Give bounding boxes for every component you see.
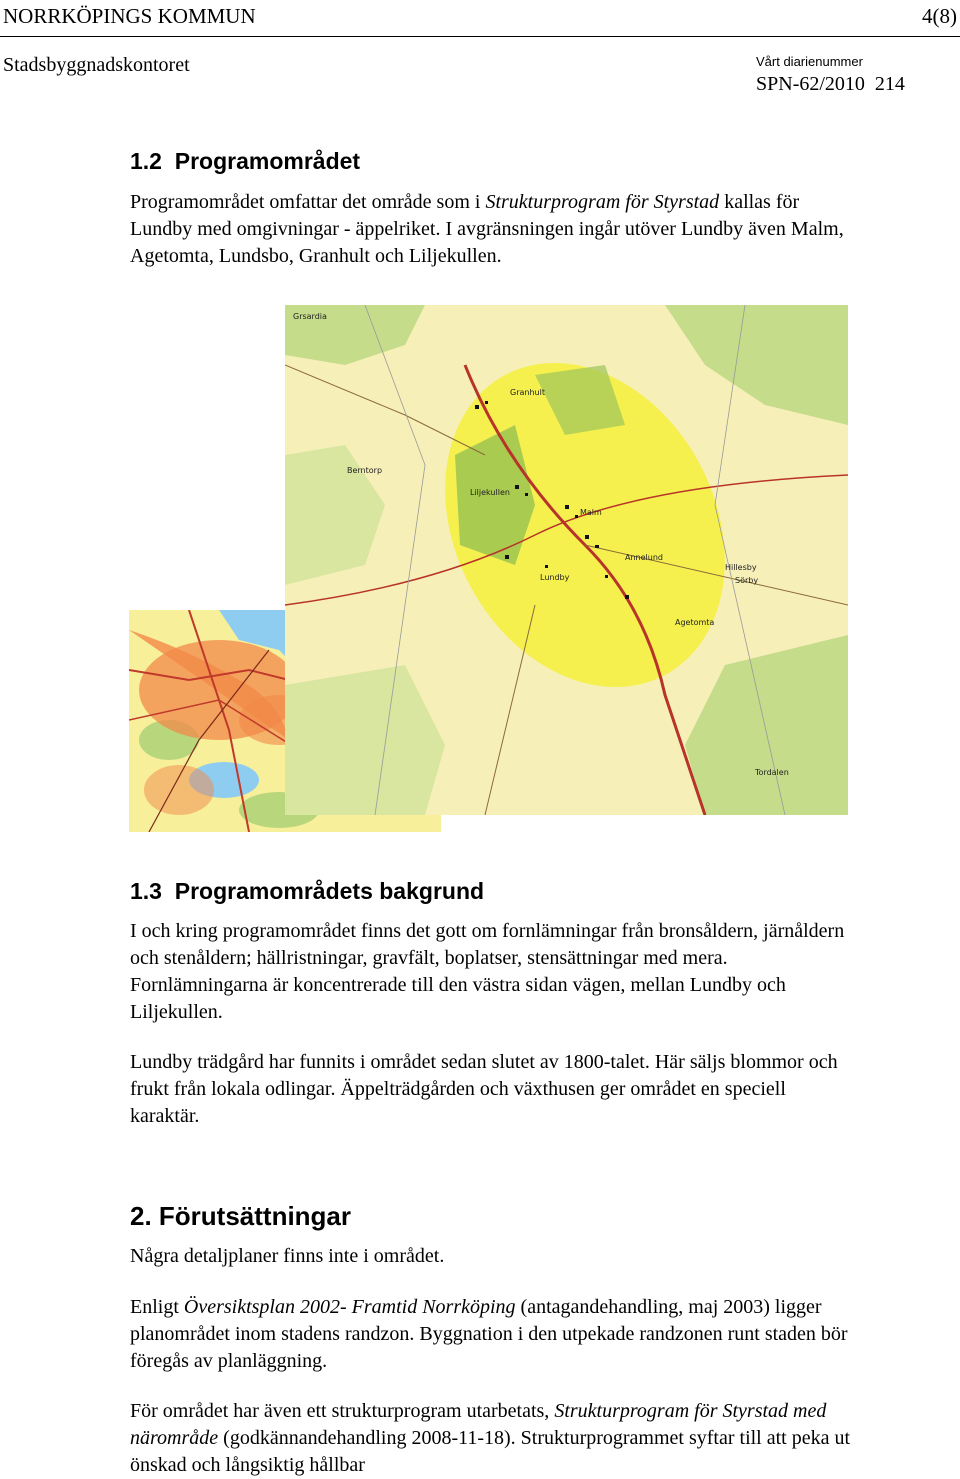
p-text: (antagandehandling, maj 2003) ligger planområdet inom stadens randzon. Byggnation i den utpekade randzonen runt staden bör föregås av planläggning. <box>130 1296 848 1372</box>
section-heading-2: 2. Förutsättningar <box>130 1201 352 1231</box>
ref-label: Vårt diarienummer <box>756 54 863 69</box>
map-label: Tordalen <box>755 768 789 777</box>
p-italic: Översiktsplan 2002- Framtid Norrköping <box>183 1296 516 1318</box>
p-italic: Strukturprogram för Styrstad med närområde <box>130 1400 827 1449</box>
detail-map <box>285 305 848 815</box>
map-label: Liljekullen <box>470 488 510 497</box>
map-label: Malm <box>580 508 602 517</box>
p-text: Programområdet omfattar det område som i <box>130 191 486 213</box>
map-label: Agetomta <box>675 618 715 627</box>
section-1-3-paragraph-2 <box>130 1049 860 1130</box>
p-text: I och kring programområdet finns det gott om fornlämningar från bronsåldern, järnåldern och stenåldern; hällristningar, gravfält, boplatser, stensättningar med mera. Fornlämningarna är koncentrerade till den västra sidan vägen, mellan Lundby och Liljekullen. <box>130 920 845 1023</box>
p-italic: Strukturprogram för Styrstad <box>485 191 720 213</box>
p-text: Några detaljplaner finns inte i området. <box>130 1245 445 1267</box>
p-text: Enligt <box>130 1296 184 1318</box>
p-text: För området har även ett strukturprogram utarbetats, <box>130 1400 555 1422</box>
map-label: Annelund <box>625 553 663 562</box>
section-heading-1-3: 1.3 Programområdets bakgrund <box>130 878 485 904</box>
map-label: Berntorp <box>347 466 383 475</box>
header-rule <box>0 36 960 37</box>
map-label: Lundby <box>540 573 570 582</box>
map-label: Granhult <box>510 388 545 397</box>
department: Stadsbyggnadskontoret <box>3 54 190 76</box>
overview-urban <box>144 765 214 815</box>
p-text: (godkännandehandling 2008-11-18). Strukturprogrammet syftar till att peka ut önskad och långsiktig hållbar <box>130 1427 851 1476</box>
map-label: Hillesby <box>725 563 757 572</box>
p-text: kallas för Lundby med omgivningar - äppelriket. I avgränsningen ingår utöver Lundby även Malm, Agetomta, Lundsbo, Granhult och Liljekullen. <box>130 191 844 267</box>
org-name: NORRKÖPINGS KOMMUN <box>3 4 256 28</box>
section-1-3-paragraph-1 <box>130 918 860 1026</box>
section-1-2-paragraph <box>130 189 860 270</box>
ref-number: SPN-62/2010 214 <box>756 73 905 95</box>
section-2-paragraph-3 <box>130 1398 860 1479</box>
map-label: Grsardia <box>293 312 327 321</box>
section-2-paragraph-1 <box>130 1243 860 1270</box>
p-text: Lundby trädgård har funnits i området sedan slutet av 1800-talet. Här säljs blommor och frukt från lokala odlingar. Äppelträdgården och växthusen ger området en speciell karaktär. <box>130 1051 838 1127</box>
section-2-paragraph-2 <box>130 1294 860 1375</box>
map-label: Sörby <box>735 576 759 585</box>
section-heading-1-2: 1.2 Programområdet <box>130 148 361 174</box>
page-number: 4(8) <box>922 4 957 28</box>
